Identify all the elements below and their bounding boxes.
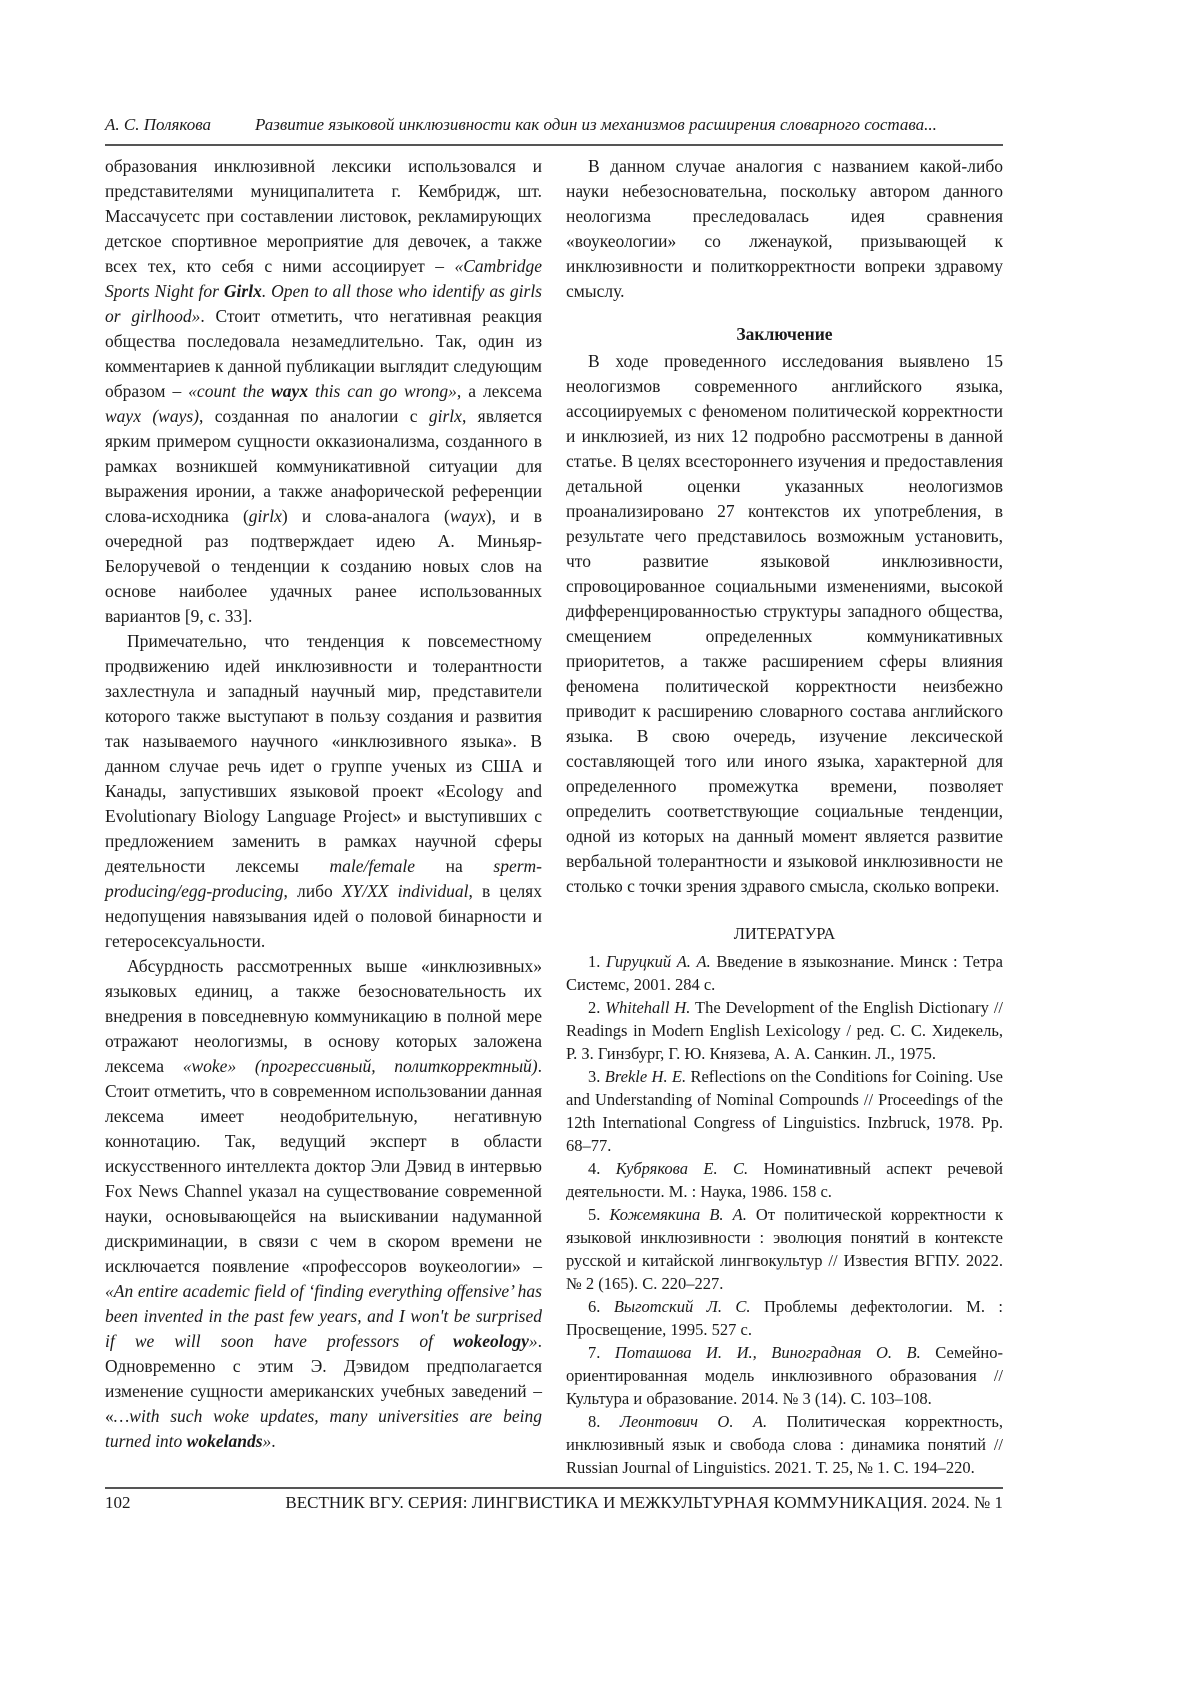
text-run: Номинативный аспект речевой деятельности. М. : Наука, 1986. 158 с.	[566, 1159, 1003, 1201]
conclusion-heading: Заключение	[566, 322, 1003, 347]
text-run: girlx	[429, 406, 462, 426]
text-run: Политическая корректность, инклюзивный язык и свобода слова : динамика понятий // Russian Journal of Linguistics. 2021. Т. 25, № 1. С. 194–220.	[566, 1412, 1003, 1477]
text-run: male/female	[330, 856, 416, 876]
text-run: «woke» (прогрессивный, политкорректный)	[183, 1056, 538, 1076]
text-run: ) и слова-аналога (	[282, 506, 450, 526]
paragraph	[105, 954, 542, 1454]
text-run: wayx	[271, 381, 308, 401]
text-run: 8.	[588, 1412, 620, 1431]
text-run: . Одновременно с этим Э. Дэвидом предполагается изменение сущности американских учебных заведений – «	[105, 1331, 542, 1426]
text-run: 3.	[588, 1067, 605, 1086]
text-run: , в целях недопущения навязывания идей о половой бинарности и гетеросексуальности.	[105, 881, 542, 951]
footer-rule	[105, 1487, 1003, 1489]
journal-page	[105, 0, 1003, 1513]
references-list	[566, 950, 1003, 1479]
text-run: wayx	[450, 506, 486, 526]
text-run: Reflections on the Conditions for Coining. Use and Understanding of Nominal Compounds // Proceedings of the 12th International Congress of Linguistics. Inzbruck, 1978. Pp. 68–77.	[566, 1067, 1003, 1155]
text-run: Абсурдность рассмотренных выше «инклюзивных» языковых единиц, а также безосновательность их внедрения в повседневную коммуникацию в полной мере отражают неологизмы, в основу которых заложена лексема	[105, 956, 542, 1076]
text-run: Выготский Л. С.	[614, 1297, 751, 1316]
text-run: «count the	[188, 381, 271, 401]
text-run: girlx	[249, 506, 282, 526]
text-run: this can go wrong»	[308, 381, 457, 401]
text-run: Girlx	[224, 281, 262, 301]
text-run: , либо	[284, 881, 342, 901]
paragraph	[566, 154, 1003, 304]
text-run: . Стоит отметить, что в современном использовании данная лексема имеет неодобрительную, негативную коннотацию. Так, ведущий эксперт в области искусственного интеллекта доктор Эли Дэвид в интервью Fox News Channel указал на существование современной науки, основывающейся на выискивании надуманной дискриминации, в связи с чем в скором времени не исключается появление «профессоров воукеологии» –	[105, 1056, 542, 1276]
text-run: 1.	[588, 952, 606, 971]
text-run: Whitehall H.	[605, 998, 690, 1017]
text-run: В ходе проведенного исследования выявлено 15 неологизмов современного английского языка, ассоциируемых с феноменом политической корректности и инклюзией, из них 12 подробно рассмотрены в данной статье. В целях всестороннего изучения и предоставления детальной оценки указанных неологизмов проанализировано 27 контекстов их употребления, в результате чего представилось возможным установить, что развитие языковой инклюзивности, спровоцированное социальными изменениями, высокой дифференцированностью структуры западного общества, смещением определенных коммуникативных приоритетов, а также расширением сферы влияния феномена политической корректности неизбежно приводит к расширению словарного состава английского языка. В свою очередь, изучение лексической составляющей того или иного языка, характерной для определенного промежутка времени, позволяет определить соответствующие социальные тенденции, одной из которых на данный момент является развитие вербальной толерантности и языковой инклюзивности не столько с точки зрения здравого смысла, сколько вопреки.	[566, 351, 1003, 896]
text-run: 7.	[588, 1343, 615, 1362]
text-run: «Cambridge Sports Night for	[105, 256, 542, 301]
reference-item	[566, 996, 1003, 1065]
text-run: образования инклюзивной лексики использовался и представителями муниципалитета г. Кембридж, шт. Массачусетс при составлении листовок, рекламирующих детское спортивное мероприятие для девочек, а также всех тех, кто себя с ними ассоциирует –	[105, 156, 542, 276]
text-run: Семейно-ориентированная модель инклюзивного образования // Культура и образование. 2014. № 3 (14). С. 103–108.	[566, 1343, 1003, 1408]
text-run: Кожемякина В. А.	[609, 1205, 746, 1224]
text-run: wokeology	[453, 1331, 529, 1351]
conclusion-section	[566, 349, 1003, 899]
text-run: wokelands	[187, 1431, 263, 1451]
text-run: 6.	[588, 1297, 614, 1316]
text-run: Гируцкий А. А.	[606, 952, 711, 971]
text-run: Проблемы дефектологии. М. : Просвещение, 1995. 527 с.	[566, 1297, 1003, 1339]
header-rule	[105, 144, 1003, 146]
running-header	[105, 114, 1003, 136]
text-run: Леонтович О. А.	[620, 1412, 767, 1431]
journal-title: ВЕСТНИК ВГУ. СЕРИЯ: ЛИНГВИСТИКА И МЕЖКУЛЬТУРНАЯ КОММУНИКАЦИЯ. 2024. № 1	[285, 1493, 1003, 1513]
header-author: А. С. Полякова	[105, 114, 255, 136]
text-run: The Development of the English Dictionary // Readings in Modern English Lexicology / ред. С. С. Хидекель, Р. З. Гинзбург, Г. Ю. Князева, А. А. Санкин. Л., 1975.	[566, 998, 1003, 1063]
reference-item	[566, 950, 1003, 996]
text-run: , является ярким примером сущности окказионализма, созданного в рамках возникшей коммуникативной ситуации для выражения иронии, а также анафорической референции слова-исходника (	[105, 406, 542, 526]
text-run: Введение в языкознание. Минск : Тетра Системс, 2001. 284 с.	[566, 952, 1003, 994]
text-run: «An entire academic field of ‘finding everything offensive’ has been invented in the past few years, and I won't be surprised if we will soon have professors of	[105, 1281, 542, 1351]
text-run: Brekle H. E.	[605, 1067, 686, 1086]
text-run: .	[271, 1431, 275, 1451]
text-run: 2.	[588, 998, 605, 1017]
text-run: на	[415, 856, 493, 876]
references-heading: ЛИТЕРАТУРА	[566, 921, 1003, 946]
reference-item	[566, 1410, 1003, 1479]
text-run: wayx (ways)	[105, 406, 199, 426]
text-run: , а лексема	[457, 381, 542, 401]
text-run: ), и в очередной раз подтверждает идею А. Миньяр-Белоручевой о тенденции к созданию новых слов на основе наиболее удачных ранее использованных вариантов [9, с. 33].	[105, 506, 542, 626]
reference-item	[566, 1341, 1003, 1410]
text-run: , созданная по аналогии с	[199, 406, 429, 426]
text-run: Кубрякова Е. С.	[616, 1159, 748, 1178]
reference-item	[566, 1203, 1003, 1295]
page-number: 102	[105, 1493, 131, 1513]
text-run: . Open to all those who identify as girls or girlhood»	[105, 281, 542, 326]
reference-item	[566, 1295, 1003, 1341]
text-run: »	[263, 1431, 272, 1451]
header-title: Развитие языковой инклюзивности как один из механизмов расширения словарного состава...	[255, 115, 937, 134]
text-run: Поташова И. И., Виноградная О. В.	[615, 1343, 921, 1362]
text-run: В данном случае аналогия с названием какой-либо науки небезосновательна, поскольку автором данного неологизма преследовалась идея сравнения «воукеологии» со лженаукой, призывающей к инклюзивности и политкорректности вопреки здравому смыслу.	[566, 156, 1003, 301]
text-run: От политической корректности к языковой инклюзивности : эволюция понятий в контексте русской и китайской лингвокультур // Известия ВГПУ. 2022. № 2 (165). С. 220–227.	[566, 1205, 1003, 1293]
text-run: …with such woke updates, many universities are being turned into	[105, 1406, 542, 1451]
reference-item	[566, 1065, 1003, 1157]
paragraph	[105, 154, 542, 629]
paragraph	[566, 349, 1003, 899]
paragraph	[105, 629, 542, 954]
text-run: »	[529, 1331, 538, 1351]
text-run: 4.	[588, 1159, 616, 1178]
text-run: 5.	[588, 1205, 609, 1224]
text-run: Примечательно, что тенденция к повсеместному продвижению идей инклюзивности и толерантности захлестнула и западный научный мир, представители которого также выступают в пользу создания и развития так называемого научного «инклюзивного языка». В данном случае речь идет о группе ученых из США и Канады, запустивших языковой проект «Ecology and Evolutionary Biology Language Project» и выступивших с предложением заменить в рамках научной сферы деятельности лексемы	[105, 631, 542, 876]
article-body	[105, 154, 1003, 1479]
reference-item	[566, 1157, 1003, 1203]
text-run: . Стоит отметить, что негативная реакция общества последовала незамедлительно. Так, один из комментариев к данной публикации выглядит следующим образом –	[105, 306, 542, 401]
page-footer	[105, 1493, 1003, 1513]
text-run: XY/XX individual	[342, 881, 469, 901]
text-run: sperm-producing/egg-producing	[105, 856, 542, 901]
